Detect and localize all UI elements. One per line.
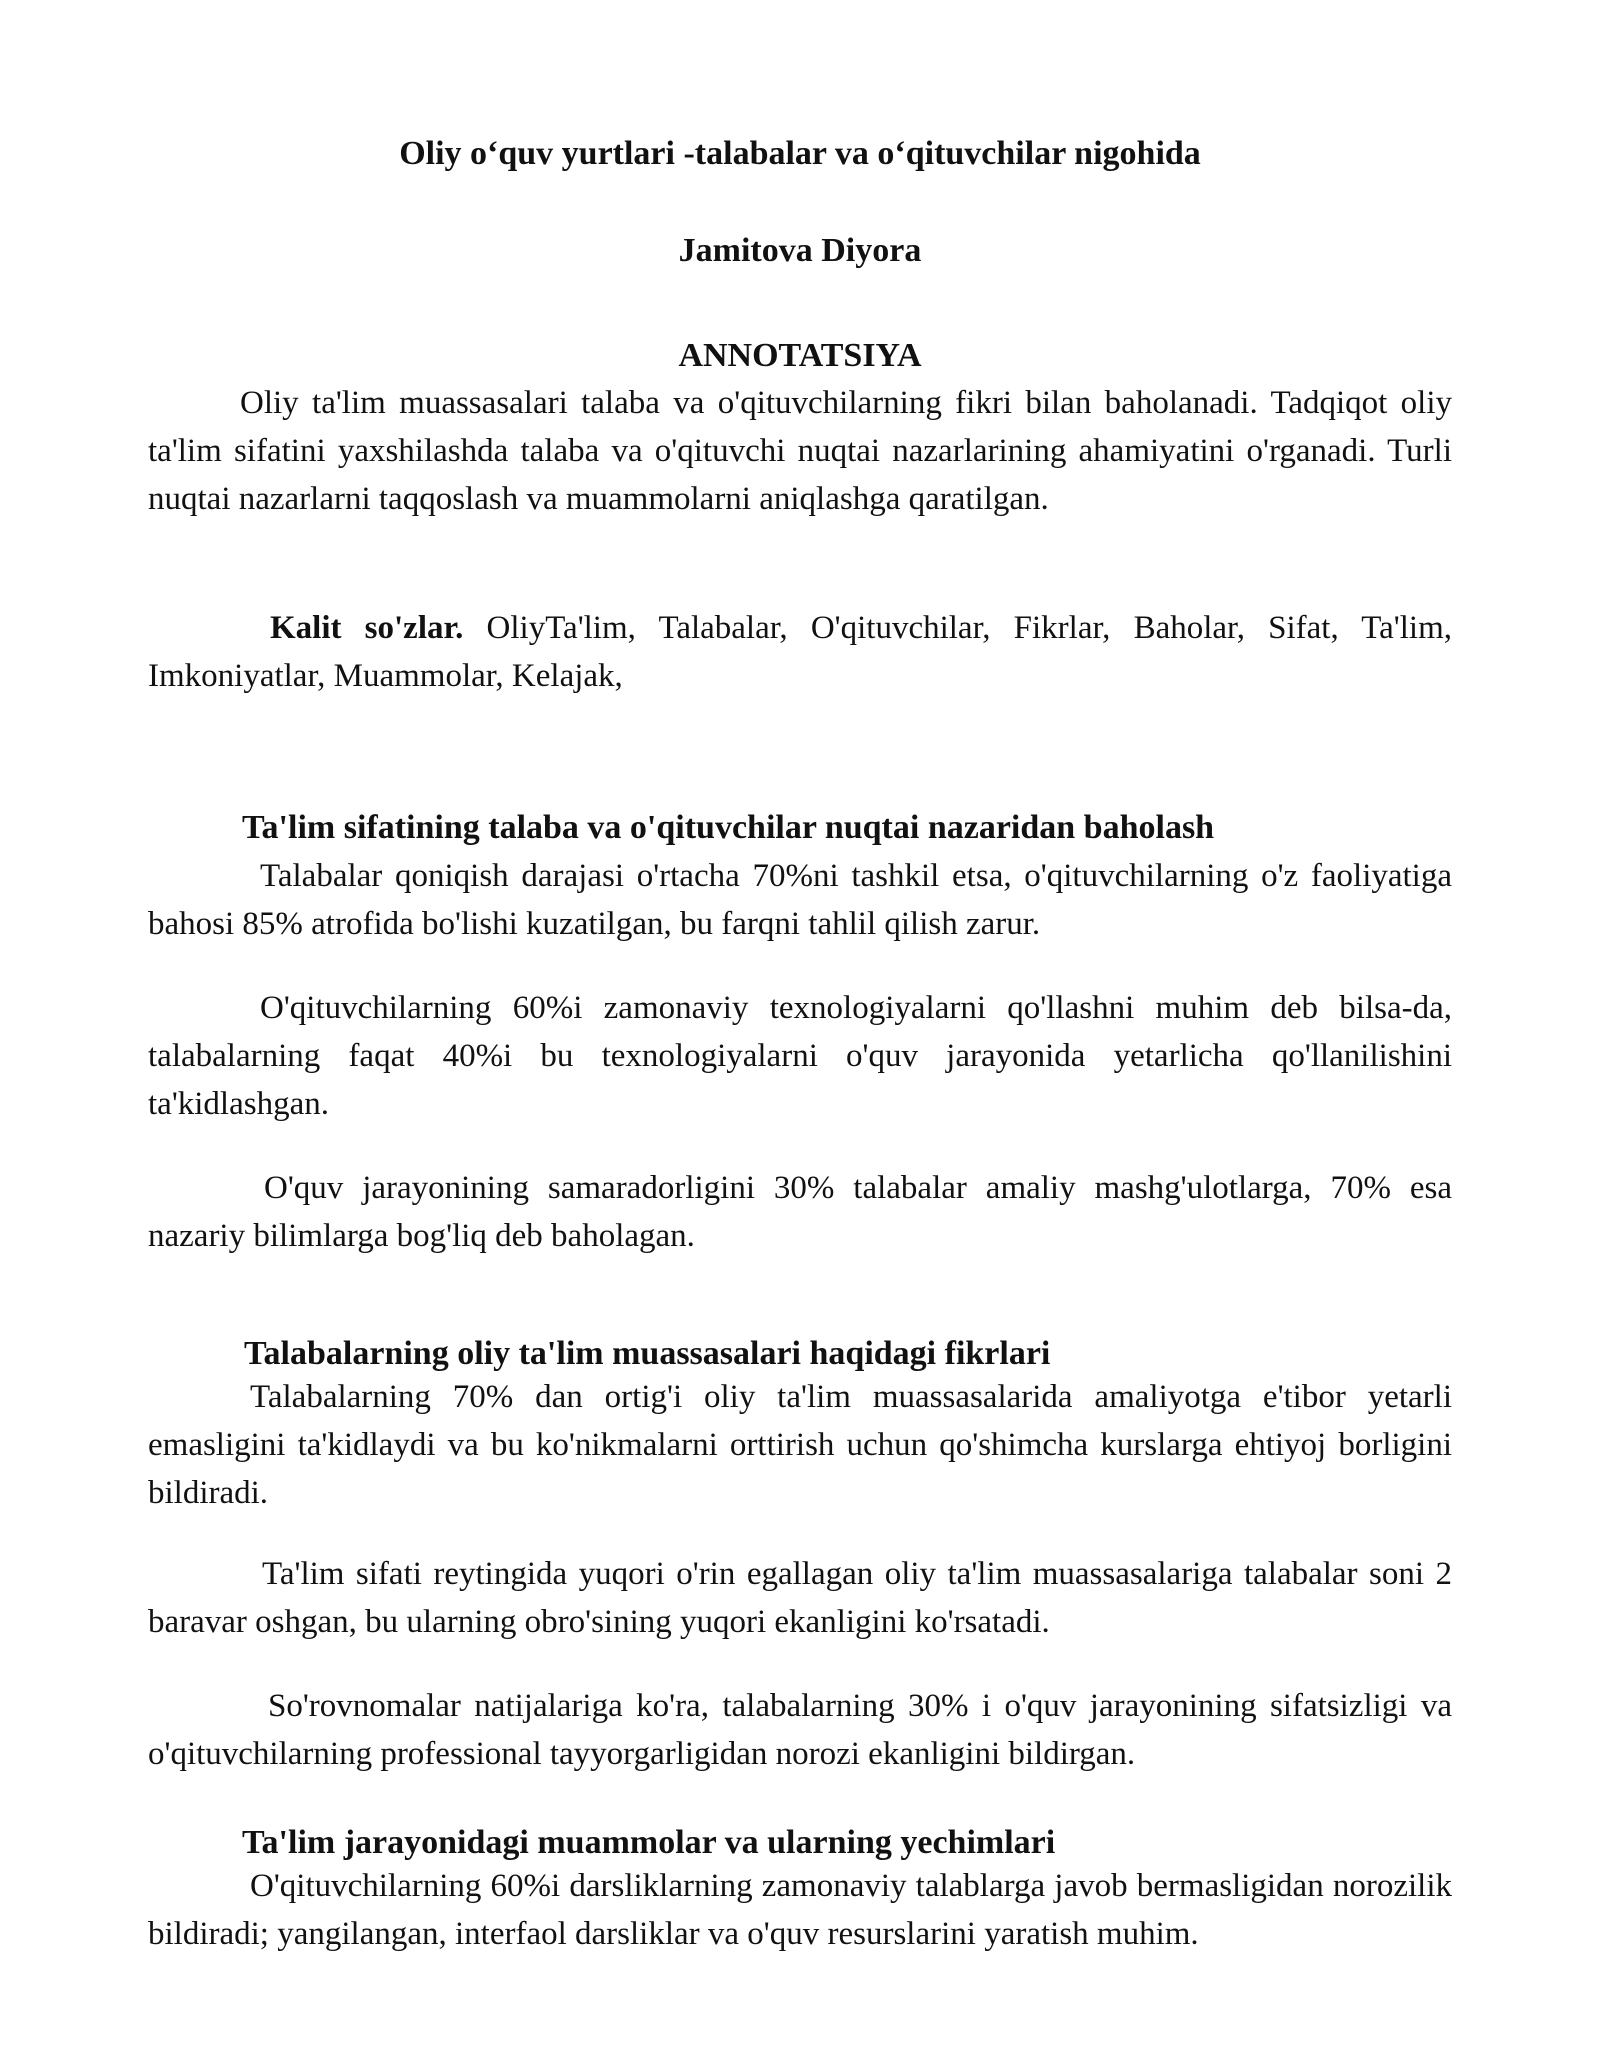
section-heading-problems-solutions: Ta'lim jarayonidagi muammolar va ularning yechimlari <box>242 1824 1056 1861</box>
section-heading-quality-assessment: Ta'lim sifatining talaba va o'qituvchilar nuqtai nazaridan baholash <box>242 809 1215 846</box>
abstract-paragraph: Oliy ta'lim muassasalari talaba va o'qituvchilarning fikri bilan baholanadi. Tadqiqot oliy ta'lim sifatini yaxshilashda talaba va o'qituvchi nuqtai nazarlarining ahamiyatini o'rganadi. Turli nuqtai nazarlarni taqqoslash va muammolarni aniqlashga qaratilgan. <box>148 385 1452 517</box>
section-1-paragraph-3: O'quv jarayonining samaradorligini 30% talabalar amaliy mashg'ulotlarga, 70% esa nazariy bilimlarga bog'liq deb baholagan. <box>148 1170 1452 1254</box>
keywords-list: OliyTa'lim, Talabalar, O'qituvchilar, Fikrlar, Baholar, Sifat, Ta'lim, Imkoniyatlar, Muammolar, Kelajak, <box>148 610 1452 694</box>
section-1-paragraph-2: O'qituvchilarning 60%i zamonaviy texnologiyalarni qo'llashni muhim deb bilsa-da, talabalarning faqat 40%i bu texnologiyalarni o'quv jarayonida yetarlicha qo'llanilishini ta'kidlashgan. <box>148 990 1452 1122</box>
section-3-paragraph-1: O'qituvchilarning 60%i darsliklarning zamonaviy talablarga javob bermasligidan norozilik bildiradi; yangilangan, interfaol darsliklar va o'quv resurslarini yaratish muhim. <box>148 1868 1452 1952</box>
section-2-paragraph-2: Ta'lim sifati reytingida yuqori o'rin egallagan oliy ta'lim muassasalariga talabalar soni 2 baravar oshgan, bu ularning obro'sining yuqori ekanligini ko'rsatadi. <box>148 1556 1452 1640</box>
document-title: Oliy o‘quv yurtlari -talabalar va o‘qituvchilar nigohida <box>399 135 1201 172</box>
section-2-paragraph-1: Talabalarning 70% dan ortig'i oliy ta'lim muassasalarida amaliyotga e'tibor yetarli emasligini ta'kidlaydi va bu ko'nikmalarni orttirish uchun qo'shimcha kurslarga ehtiyoj borligini bildiradi. <box>148 1379 1452 1511</box>
section-2-paragraph-3: So'rovnomalar natijalariga ko'ra, talabalarning 30% i o'quv jarayonining sifatsizligi va o'qituvchilarning professional tayyorgarligidan norozi ekanligini bildirgan. <box>148 1688 1452 1772</box>
section-1-paragraph-1: Talabalar qoniqish darajasi o'rtacha 70%ni tashkil etsa, o'qituvchilarning o'z faoliyatiga bahosi 85% atrofida bo'lishi kuzatilgan, bu farqni tahlil qilish zarur. <box>148 858 1452 942</box>
abstract-heading: ANNOTATSIYA <box>678 337 922 374</box>
keywords-paragraph <box>148 604 1452 700</box>
keywords-label: Kalit so'zlar. <box>270 610 464 646</box>
author-name: Jamitova Diyora <box>678 232 922 269</box>
section-heading-student-opinions: Talabalarning oliy ta'lim muassasalari haqidagi fikrlari <box>244 1335 1051 1372</box>
